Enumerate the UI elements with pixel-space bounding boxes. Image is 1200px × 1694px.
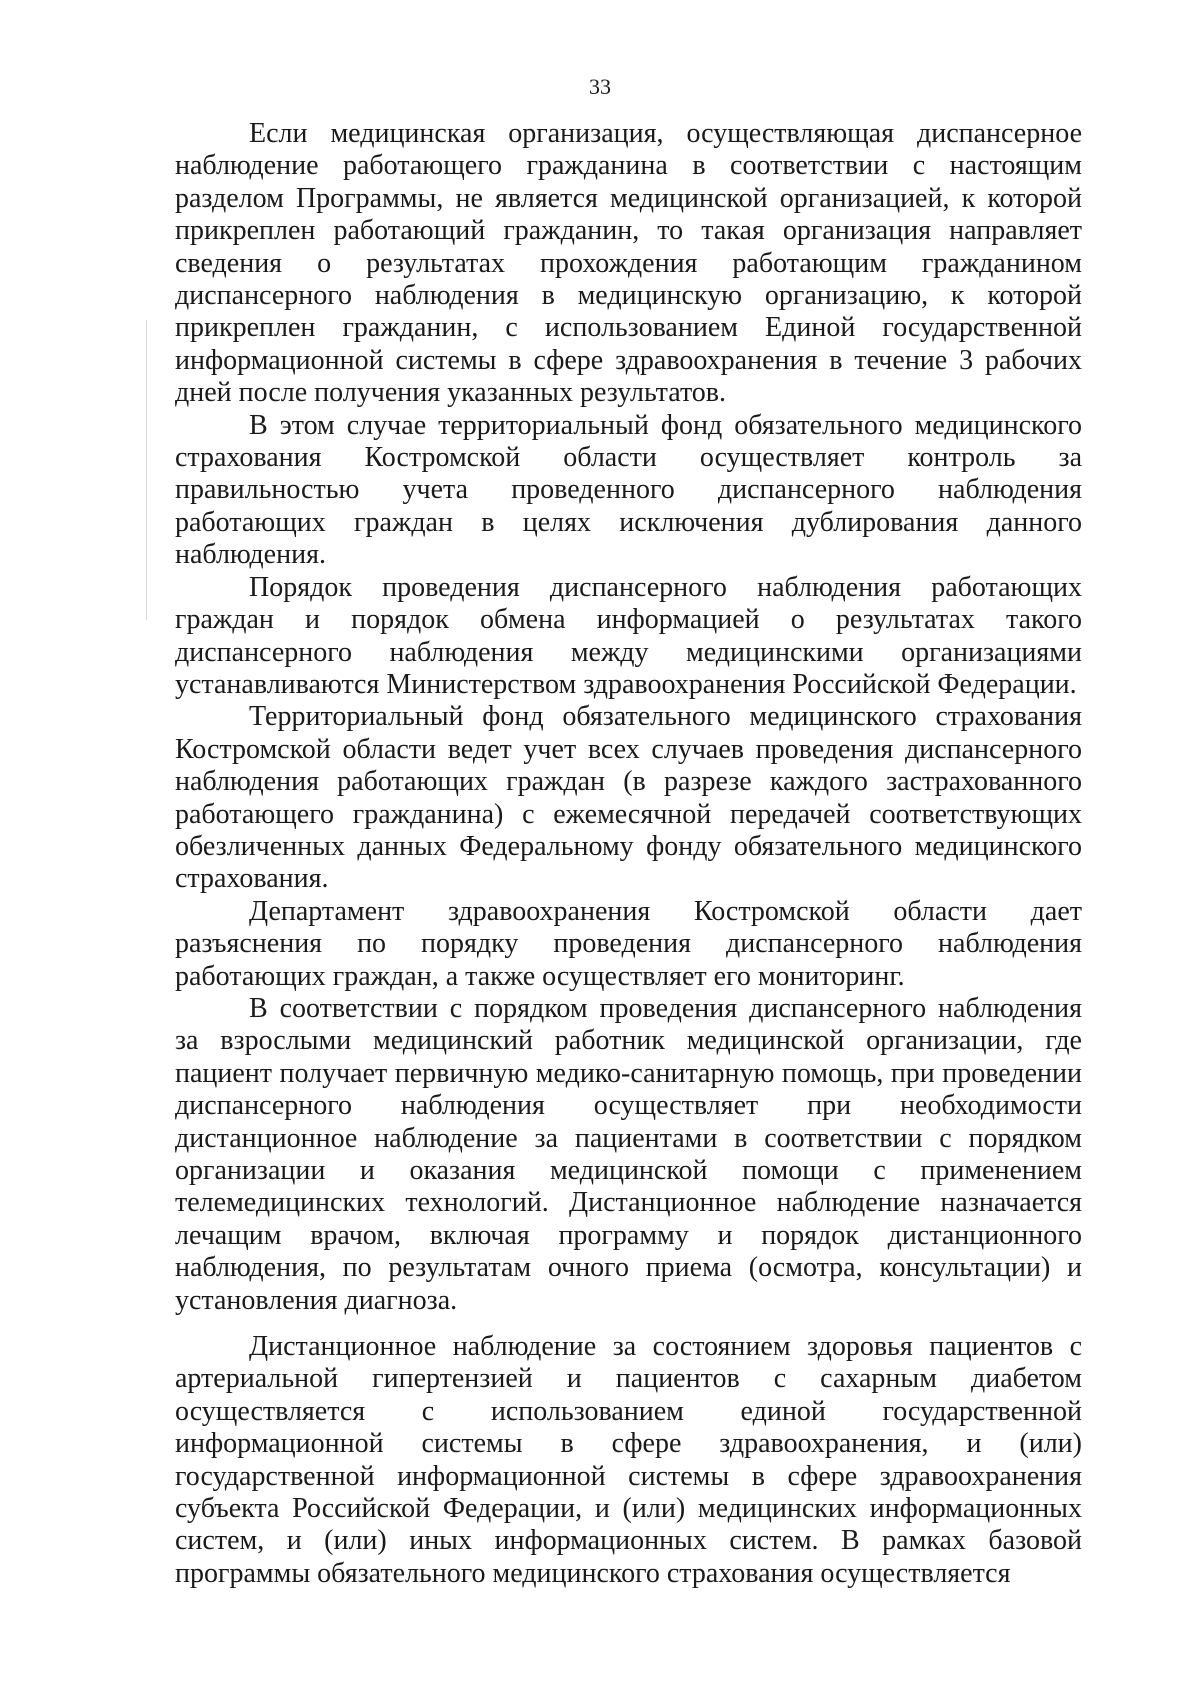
paragraph-1: Если медицинская организация, осуществляющая диспансерное наблюдение работающего гражданина в соответствии с настоящим разделом Программы, не является медицинской организацией, к которой прикреплен работающий гражданин, то такая организация направляет сведения о результатах прохождения работающим гражданином диспансерного наблюдения в медицинскую организацию, к которой прикреплен гражданин, с использованием Единой государственной информационной системы в сфере здравоохранения в течение 3 рабочих дней после получения указанных результатов. (175, 118, 1082, 409)
paragraph-7: Дистанционное наблюдение за состоянием здоровья пациентов с артериальной гипертензией и пациентов с сахарным диабетом осуществляется с использованием единой государственной информационной системы в сфере здравоохранения, и (или) государственной информационной системы в сфере здравоохранения субъекта Российской Федерации, и (или) медицинских информационных систем, и (или) иных информационных систем. В рамках базовой программы обязательного медицинского страхования осуществляется (175, 1331, 1082, 1589)
paragraph-4: Территориальный фонд обязательного медицинского страхования Костромской области ведет учет всех случаев проведения диспансерного наблюдения работающих граждан (в разрезе каждого застрахованного работающего гражданина) с ежемесячной передачей соответствующих обезличенных данных Федеральному фонду обязательного медицинского страхования. (175, 701, 1082, 895)
page-number: 33 (589, 74, 611, 99)
paragraph-6: В соответствии с порядком проведения диспансерного наблюдения за взрослыми медицинский работник медицинской организации, где пациент получает первичную медико-санитарную помощь, при проведении диспансерного наблюдения осуществляет при необходимости дистанционное наблюдение за пациентами в соответствии с порядком организации и оказания медицинской помощи с применением телемедицинских технологий. Дистанционное наблюдение назначается лечащим врачом, включая программу и порядок дистанционного наблюдения, по результатам очного приема (осмотра, консультации) и установления диагноза. (175, 992, 1082, 1316)
scan-margin-line (146, 320, 147, 620)
document-body (175, 118, 1082, 1590)
paragraph-2: В этом случае территориальный фонд обязательного медицинского страхования Костромской области осуществляет контроль за правильностью учета проведенного диспансерного наблюдения работающих граждан в целях исключения дублирования данного наблюдения. (175, 409, 1082, 571)
paragraph-5: Департамент здравоохранения Костромской области дает разъяснения по порядку проведения диспансерного наблюдения работающих граждан, а также осуществляет его мониторинг. (175, 895, 1082, 992)
paragraph-3: Порядок проведения диспансерного наблюдения работающих граждан и порядок обмена информацией о результатах такого диспансерного наблюдения между медицинскими организациями устанавливаются Министерством здравоохранения Российской Федерации. (175, 571, 1082, 700)
